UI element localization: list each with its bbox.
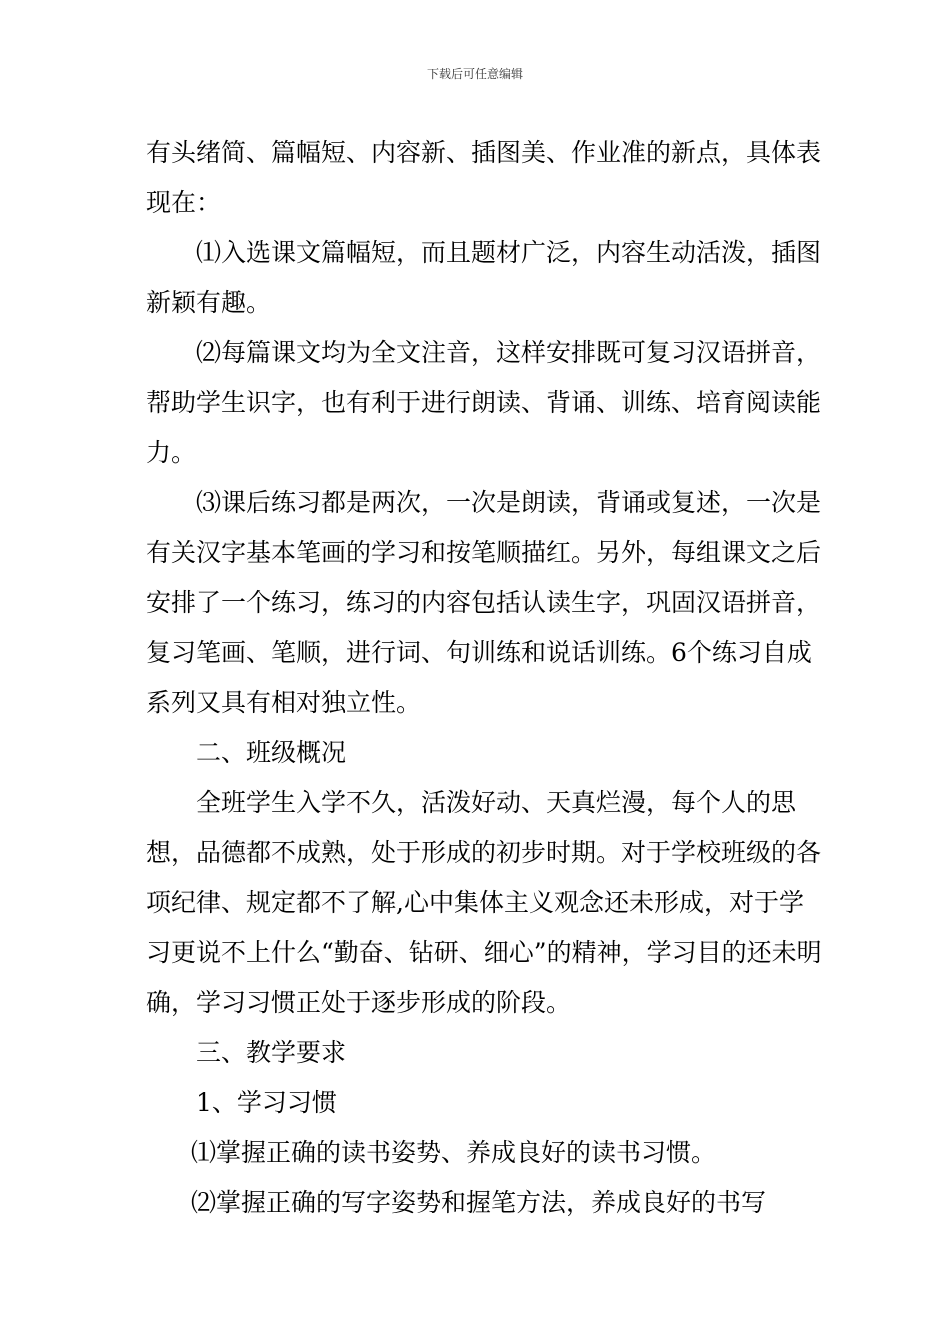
paragraph-habit-2: ⑵掌握正确的写字姿势和握笔方法，养成良好的书写 (191, 1188, 767, 1217)
paragraph-item-1: ⑴入选课文篇幅短，而且题材广泛，内容生动活泼，插图新颖有趣。 (146, 238, 822, 317)
page-header: 下载后可任意编辑 (426, 67, 523, 81)
paragraph-class-overview: 全班学生入学不久，活泼好动、天真烂漫，每个人的思想，品德都不成熟，处于形成的初步时期。对于学校班级的各项纪律、规定都不了解,心中集体主义观念还未形成，对于学习更说不上什么“勤奋、钻研、细心”的精神，学习目的还未明确，学习习惯正处于逐步形成的阶段。 (146, 788, 822, 1017)
section-heading-teaching-requirements: 三、教学要求 (196, 1038, 347, 1067)
document-body (146, 128, 826, 1228)
paragraph-item-2: ⑵每篇课文均为全文注音，这样安排既可复习汉语拼音，帮助学生识字，也有利于进行朗读、背诵、训练、培育阅读能力。 (146, 338, 822, 467)
paragraph-intro: 有头绪简、篇幅短、内容新、插图美、作业准的新点，具体表现在： (146, 138, 822, 217)
paragraph-item-3: ⑶课后练习都是两次，一次是朗读，背诵或复述，一次是有关汉字基本笔画的学习和按笔顺描红。另外，每组课文之后安排了一个练习，练习的内容包括认读生字，巩固汉语拼音，复习笔画、笔顺，进行词、句训练和说话训练。6个练习自成系列又具有相对独立性。 (146, 488, 822, 717)
section-heading-class-overview: 二、班级概况 (196, 738, 347, 767)
subheading-study-habits: 1、学习习惯 (196, 1088, 337, 1117)
paragraph-habit-1: ⑴掌握正确的读书姿势、养成良好的读书习惯。 (191, 1138, 717, 1167)
